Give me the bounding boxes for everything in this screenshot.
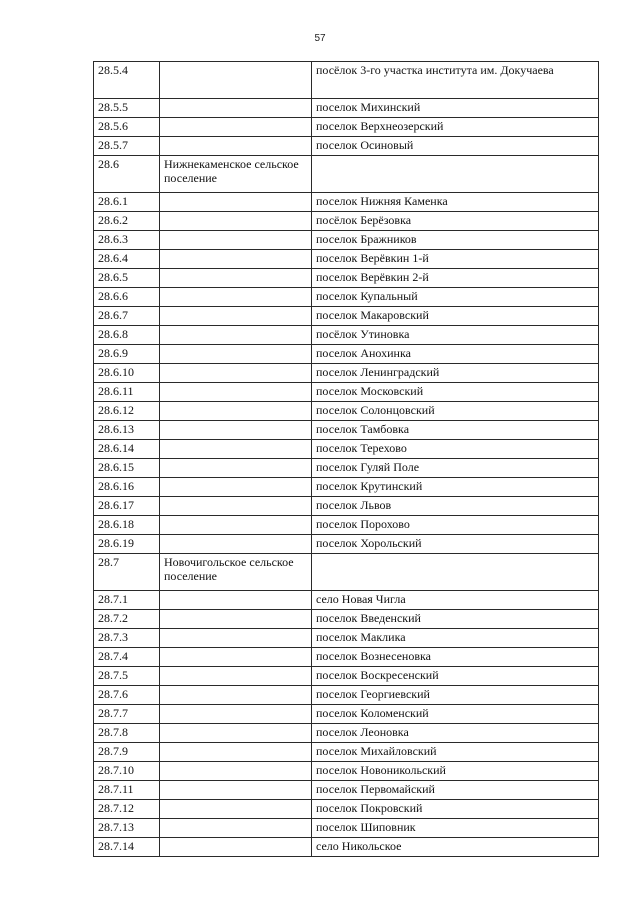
municipality-cell [160,724,312,743]
municipality-cell [160,838,312,857]
table-row [94,137,599,156]
table-row [94,516,599,535]
table-row [94,591,599,610]
table-row [94,838,599,857]
table-row [94,364,599,383]
settlement-cell: посёлок Берёзовка [312,212,599,231]
settlement-table [93,61,599,857]
row-number-cell: 28.6.6 [94,288,160,307]
municipality-cell [160,421,312,440]
table-row [94,99,599,118]
settlement-cell: поселок Солонцовский [312,402,599,421]
municipality-cell [160,212,312,231]
settlement-cell: посёлок Утиновка [312,326,599,345]
settlement-cell: поселок Хорольский [312,535,599,554]
row-number-cell: 28.7.12 [94,800,160,819]
settlement-cell: поселок Львов [312,497,599,516]
municipality-cell: Нижнекаменское сельское поселение [160,156,312,193]
row-number-cell: 28.6.11 [94,383,160,402]
municipality-cell [160,535,312,554]
row-number-cell: 28.6.3 [94,231,160,250]
row-number-cell: 28.6.13 [94,421,160,440]
table-row [94,193,599,212]
municipality-cell [160,648,312,667]
settlement-cell: поселок Новоникольский [312,762,599,781]
row-number-cell: 28.7.13 [94,819,160,838]
table-row [94,118,599,137]
row-number-cell: 28.6.12 [94,402,160,421]
settlement-cell: поселок Бражников [312,231,599,250]
row-number-cell: 28.6.1 [94,193,160,212]
table-row [94,781,599,800]
row-number-cell: 28.7.1 [94,591,160,610]
table-row [94,421,599,440]
table-row [94,686,599,705]
municipality-cell [160,269,312,288]
settlement-cell: поселок Гуляй Поле [312,459,599,478]
row-number-cell: 28.6 [94,156,160,193]
row-number-cell: 28.6.2 [94,212,160,231]
table-row [94,554,599,591]
settlement-cell: поселок Михайловский [312,743,599,762]
row-number-cell: 28.6.9 [94,345,160,364]
settlement-cell: поселок Михинский [312,99,599,118]
row-number-cell: 28.7.14 [94,838,160,857]
table-row [94,762,599,781]
municipality-cell [160,686,312,705]
table-row [94,156,599,193]
settlement-cell [312,554,599,591]
page-number: 57 [314,33,326,44]
row-number-cell: 28.6.17 [94,497,160,516]
row-number-cell: 28.7.6 [94,686,160,705]
row-number-cell: 28.6.16 [94,478,160,497]
settlement-cell [312,156,599,193]
table-row [94,535,599,554]
municipality-cell [160,629,312,648]
municipality-cell [160,667,312,686]
settlement-cell: поселок Леоновка [312,724,599,743]
municipality-cell [160,402,312,421]
table-row [94,383,599,402]
table-row [94,212,599,231]
row-number-cell: 28.5.5 [94,99,160,118]
table-row [94,269,599,288]
row-number-cell: 28.7.9 [94,743,160,762]
table-row [94,724,599,743]
municipality-cell: Новочигольское сельское поселение [160,554,312,591]
table-row [94,326,599,345]
municipality-cell [160,610,312,629]
municipality-cell [160,743,312,762]
municipality-cell [160,819,312,838]
settlement-cell: поселок Московский [312,383,599,402]
municipality-cell [160,800,312,819]
table-row [94,231,599,250]
table-row [94,705,599,724]
settlement-cell: поселок Тамбовка [312,421,599,440]
table-row [94,307,599,326]
municipality-cell [160,137,312,156]
settlement-cell: поселок Коломенский [312,705,599,724]
table-row [94,478,599,497]
settlement-cell: село Никольское [312,838,599,857]
row-number-cell: 28.7.7 [94,705,160,724]
municipality-cell [160,193,312,212]
row-number-cell: 28.7.2 [94,610,160,629]
settlement-cell: поселок Купальный [312,288,599,307]
municipality-cell [160,762,312,781]
settlement-cell: поселок Анохинка [312,345,599,364]
row-number-cell: 28.6.7 [94,307,160,326]
table-row [94,667,599,686]
settlement-cell: поселок Маклика [312,629,599,648]
municipality-cell [160,62,312,99]
row-number-cell: 28.5.6 [94,118,160,137]
table-row [94,402,599,421]
row-number-cell: 28.6.19 [94,535,160,554]
row-number-cell: 28.5.7 [94,137,160,156]
table-row [94,629,599,648]
row-number-cell: 28.6.10 [94,364,160,383]
table-row [94,459,599,478]
municipality-cell [160,440,312,459]
settlement-cell: поселок Первомайский [312,781,599,800]
settlement-cell: поселок Ленинградский [312,364,599,383]
settlement-cell: поселок Порохово [312,516,599,535]
settlement-cell: поселок Макаровский [312,307,599,326]
municipality-cell [160,591,312,610]
table-row [94,648,599,667]
row-number-cell: 28.7.4 [94,648,160,667]
settlement-cell: поселок Воскресенский [312,667,599,686]
municipality-cell [160,364,312,383]
row-number-cell: 28.6.5 [94,269,160,288]
settlement-cell: поселок Верхнеозерский [312,118,599,137]
settlement-cell: поселок Крутинский [312,478,599,497]
row-number-cell: 28.5.4 [94,62,160,99]
table-row [94,819,599,838]
row-number-cell: 28.7 [94,554,160,591]
municipality-cell [160,459,312,478]
table-row [94,743,599,762]
table-row [94,440,599,459]
municipality-cell [160,478,312,497]
settlement-cell: посёлок 3-го участка института им. Докучаева [312,62,599,99]
row-number-cell: 28.6.14 [94,440,160,459]
municipality-cell [160,326,312,345]
settlement-cell: поселок Введенский [312,610,599,629]
table-row [94,250,599,269]
municipality-cell [160,250,312,269]
row-number-cell: 28.6.18 [94,516,160,535]
row-number-cell: 28.7.11 [94,781,160,800]
table-row [94,800,599,819]
settlement-cell: поселок Георгиевский [312,686,599,705]
municipality-cell [160,383,312,402]
settlement-cell: поселок Нижняя Каменка [312,193,599,212]
municipality-cell [160,307,312,326]
settlement-cell: поселок Верёвкин 1-й [312,250,599,269]
settlement-cell: поселок Покровский [312,800,599,819]
municipality-cell [160,705,312,724]
municipality-cell [160,345,312,364]
municipality-cell [160,99,312,118]
table-body [94,62,599,857]
municipality-cell [160,497,312,516]
municipality-cell [160,288,312,307]
row-number-cell: 28.6.4 [94,250,160,269]
municipality-cell [160,516,312,535]
municipality-cell [160,118,312,137]
table-row [94,497,599,516]
row-number-cell: 28.7.3 [94,629,160,648]
row-number-cell: 28.7.5 [94,667,160,686]
municipality-cell [160,781,312,800]
row-number-cell: 28.6.15 [94,459,160,478]
municipality-cell [160,231,312,250]
row-number-cell: 28.7.10 [94,762,160,781]
settlement-cell: село Новая Чигла [312,591,599,610]
table-row [94,288,599,307]
settlement-cell: поселок Шиповник [312,819,599,838]
row-number-cell: 28.6.8 [94,326,160,345]
row-number-cell: 28.7.8 [94,724,160,743]
settlement-cell: поселок Вознесеновка [312,648,599,667]
settlement-cell: поселок Терехово [312,440,599,459]
settlement-cell: поселок Верёвкин 2-й [312,269,599,288]
table-row [94,345,599,364]
settlement-cell: поселок Осиновый [312,137,599,156]
table-row [94,62,599,99]
table-row [94,610,599,629]
